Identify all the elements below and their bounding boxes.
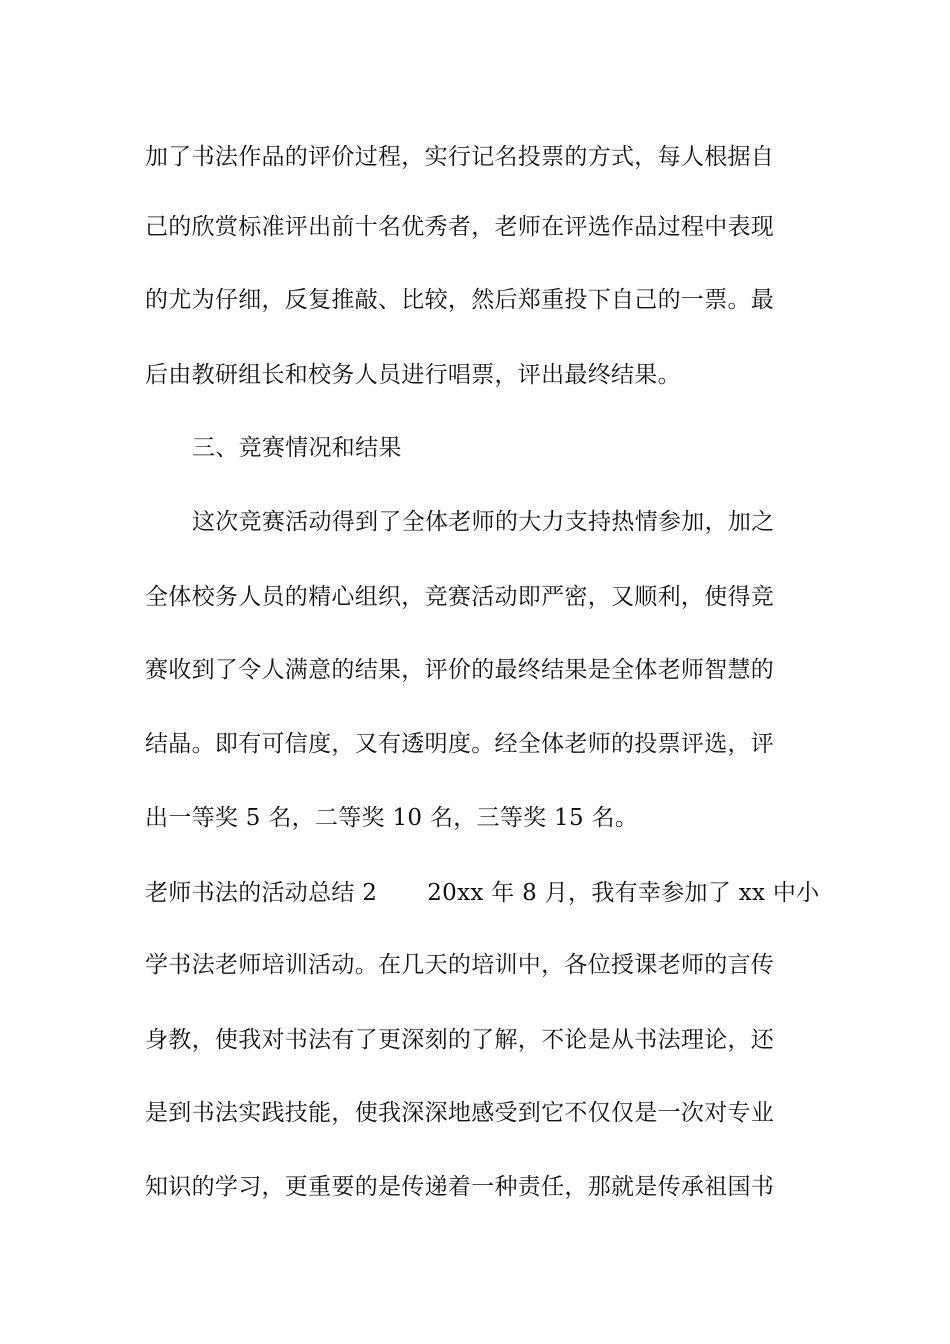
section-title: 老师书法的活动总结 2 <box>145 880 378 906</box>
section-heading: 三、竞赛情况和结果 <box>192 435 402 461</box>
section-first-line: 20xx 年 8 月，我有幸参加了 xx 中小 <box>427 880 820 906</box>
paragraph-line: 的尤为仔细，反复推敲、比较，然后郑重投下自己的一票。最 <box>145 287 775 313</box>
paragraph-line: 是到书法实践技能，使我深深地感受到它不仅仅是一次对专业 <box>145 1100 775 1126</box>
paragraph-line: 加了书法作品的评价过程，实行记名投票的方式，每人根据自 <box>145 144 775 170</box>
paragraph-line: 结晶。即有可信度，又有透明度。经全体老师的投票评选，评 <box>145 731 775 757</box>
paragraph-line: 出一等奖 5 名，二等奖 10 名，三等奖 15 名。 <box>145 805 639 831</box>
paragraph-line: 后由教研组长和校务人员进行唱票，评出最终结果。 <box>145 362 681 388</box>
paragraph-line: 赛收到了令人满意的结果，评价的最终结果是全体老师智慧的 <box>145 657 775 683</box>
paragraph-line: 学书法老师培训活动。在几天的培训中，各位授课老师的言传 <box>145 952 775 978</box>
paragraph-line: 这次竞赛活动得到了全体老师的大力支持热情参加，加之 <box>192 509 775 535</box>
paragraph-line: 知识的学习，更重要的是传递着一种责任，那就是传承祖国书 <box>145 1174 775 1200</box>
paragraph-line: 全体校务人员的精心组织，竞赛活动即严密，又顺利，使得竞 <box>145 584 775 610</box>
paragraph-line: 身教，使我对书法有了更深刻的了解，不论是从书法理论，还 <box>145 1027 775 1053</box>
section-title-line <box>145 878 820 908</box>
paragraph-line: 己的欣赏标准评出前十名优秀者，老师在评选作品过程中表现 <box>145 214 775 240</box>
